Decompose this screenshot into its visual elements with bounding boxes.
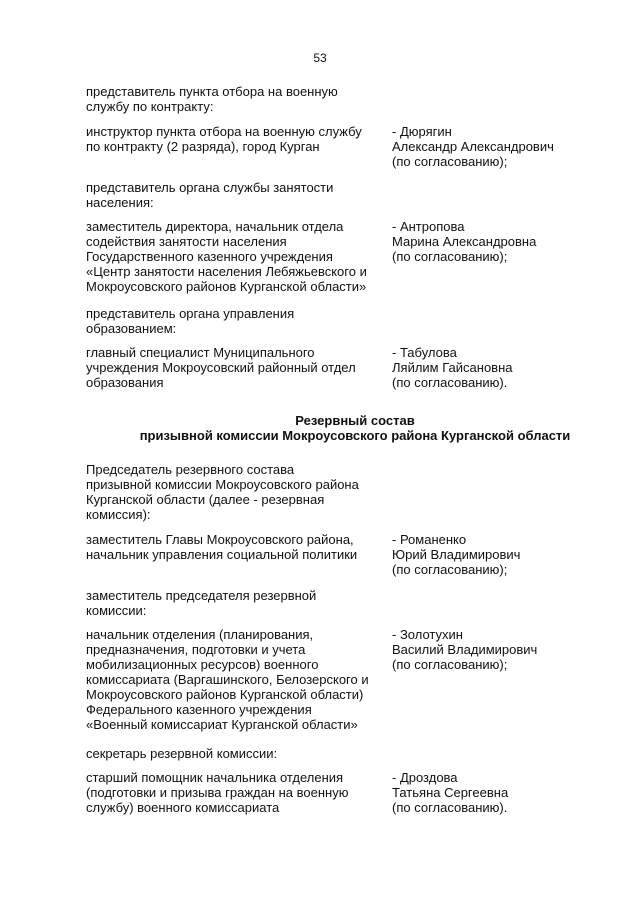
role-department-head: начальник отделения (планирования, предназначения, подготовки и учета мобилизационных ресурсов) военного комиссариата (Варгашинского, Белозерского и Мокроусовского районов Курганской области) Федерального казенного учреждения «Военный комиссариат Курганской области» [86, 627, 369, 732]
person-romanenko: - Романенко Юрий Владимирович (по согласованию); [392, 532, 521, 577]
group-label-reserve-secretary: секретарь резервной комиссии: [86, 746, 278, 761]
group-label-reserve-deputy: заместитель председателя резервной комиссии: [86, 588, 317, 618]
group-label-education: представитель органа управления образованием: [86, 306, 295, 336]
page-number: 53 [313, 51, 327, 65]
role-deputy-director: заместитель директора, начальник отдела содействия занятости населения Государственного казенного учреждения «Центр занятости населения Лебяжьевского и Мокроусовского районов Курганской области» [86, 219, 367, 294]
person-tabulova: - Табулова Ляйлим Гайсановна (по согласованию). [392, 345, 513, 390]
role-chief-specialist: главный специалист Муниципального учреждения Мокроусовский районный отдел образования [86, 345, 356, 390]
reserve-section-heading: Резервный состав призывной комиссии Мокроусовского района Курганской области [139, 413, 571, 443]
group-label-reserve-chairman: Председатель резервного состава призывной комиссии Мокроусовского района Курганской области (далее - резервная комиссия): [86, 462, 359, 522]
person-dyuryagin: - Дюрягин Александр Александрович (по согласованию); [392, 124, 554, 169]
role-senior-assistant: старший помощник начальника отделения (подготовки и призыва граждан на военную службу) военного комиссариата [86, 770, 349, 815]
group-label-employment-service: представитель органа службы занятости населения: [86, 180, 334, 210]
person-drozdova: - Дроздова Татьяна Сергеевна (по согласованию). [392, 770, 509, 815]
person-zolotukhin: - Золотухин Василий Владимирович (по согласованию); [392, 627, 538, 672]
person-antropova: - Антропова Марина Александровна (по согласованию); [392, 219, 537, 264]
group-label-contract-point: представитель пункта отбора на военную службу по контракту: [86, 84, 338, 114]
role-deputy-head: заместитель Главы Мокроусовского района, начальник управления социальной политики [86, 532, 358, 562]
role-instructor: инструктор пункта отбора на военную службу по контракту (2 разряда), город Курган [86, 124, 362, 154]
